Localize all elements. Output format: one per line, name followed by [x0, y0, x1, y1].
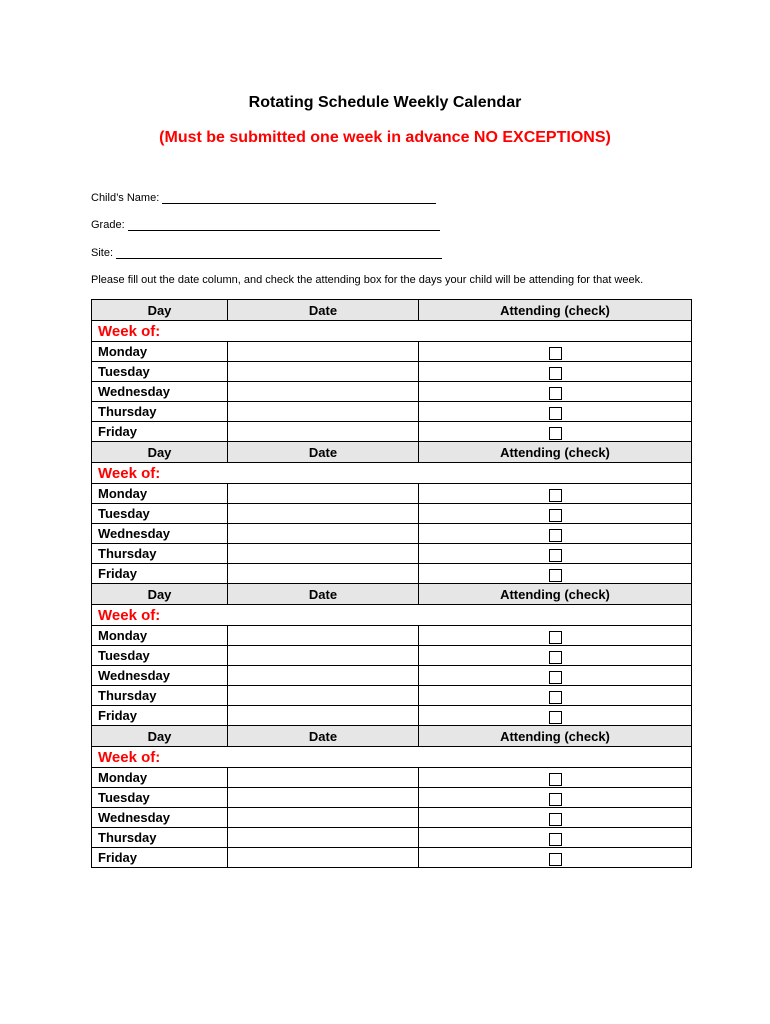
week-of-label: Week of: — [92, 747, 228, 768]
attending-cell — [419, 484, 692, 504]
checkbox-icon[interactable] — [549, 773, 562, 786]
header-date: Date — [228, 300, 419, 321]
date-cell[interactable] — [228, 382, 419, 402]
checkbox-icon[interactable] — [549, 407, 562, 420]
date-cell[interactable] — [228, 686, 419, 706]
day-name: Thursday — [92, 544, 228, 564]
date-cell[interactable] — [228, 504, 419, 524]
date-cell[interactable] — [228, 362, 419, 382]
child-name-input-line[interactable] — [162, 193, 436, 204]
date-cell[interactable] — [228, 768, 419, 788]
table-row — [92, 828, 692, 848]
header-day: Day — [92, 726, 228, 747]
grade-field — [91, 219, 440, 231]
attending-cell — [419, 788, 692, 808]
grade-input-line[interactable] — [128, 220, 440, 231]
day-name: Friday — [92, 564, 228, 584]
day-name: Monday — [92, 626, 228, 646]
child-name-label: Child’s Name: — [91, 192, 160, 204]
attending-cell — [419, 564, 692, 584]
table-row — [92, 362, 692, 382]
page-subtitle: (Must be submitted one week in advance NO EXCEPTIONS) — [159, 129, 611, 146]
attending-cell — [419, 524, 692, 544]
table-header-row — [92, 584, 692, 605]
week-of-row — [92, 463, 692, 484]
header-date: Date — [228, 584, 419, 605]
table-row — [92, 524, 692, 544]
attending-cell — [419, 808, 692, 828]
day-name: Tuesday — [92, 788, 228, 808]
attending-cell — [419, 768, 692, 788]
attending-cell — [419, 666, 692, 686]
attending-cell — [419, 402, 692, 422]
header-attending: Attending (check) — [419, 442, 692, 463]
checkbox-icon[interactable] — [549, 529, 562, 542]
week-of-label: Week of: — [92, 321, 228, 342]
checkbox-icon[interactable] — [549, 711, 562, 724]
day-name: Friday — [92, 706, 228, 726]
week-of-value[interactable] — [228, 747, 692, 768]
site-field — [91, 247, 442, 259]
week-of-row — [92, 747, 692, 768]
date-cell[interactable] — [228, 666, 419, 686]
date-cell[interactable] — [228, 422, 419, 442]
table-row — [92, 402, 692, 422]
checkbox-icon[interactable] — [549, 489, 562, 502]
checkbox-icon[interactable] — [549, 427, 562, 440]
table-row — [92, 706, 692, 726]
header-day: Day — [92, 442, 228, 463]
checkbox-icon[interactable] — [549, 549, 562, 562]
header-attending: Attending (check) — [419, 300, 692, 321]
table-row — [92, 484, 692, 504]
week-of-label: Week of: — [92, 463, 228, 484]
attending-cell — [419, 362, 692, 382]
checkbox-icon[interactable] — [549, 569, 562, 582]
week-of-row — [92, 605, 692, 626]
table-header-row — [92, 442, 692, 463]
site-label: Site: — [91, 247, 114, 259]
grade-label: Grade: — [91, 219, 125, 231]
attending-cell — [419, 686, 692, 706]
header-date: Date — [228, 726, 419, 747]
date-cell[interactable] — [228, 564, 419, 584]
attending-cell — [419, 504, 692, 524]
checkbox-icon[interactable] — [549, 691, 562, 704]
week-of-value[interactable] — [228, 321, 692, 342]
checkbox-icon[interactable] — [549, 813, 562, 826]
table-row — [92, 848, 692, 868]
table-row — [92, 686, 692, 706]
attending-cell — [419, 342, 692, 362]
instructions-text: Please fill out the date column, and check the attending box for the days your child will be attending for that week. — [91, 274, 644, 286]
table-row — [92, 788, 692, 808]
day-name: Tuesday — [92, 362, 228, 382]
day-name: Wednesday — [92, 524, 228, 544]
date-cell[interactable] — [228, 848, 419, 868]
checkbox-icon[interactable] — [549, 367, 562, 380]
date-cell[interactable] — [228, 828, 419, 848]
page-title: Rotating Schedule Weekly Calendar — [248, 94, 522, 111]
table-header-row — [92, 726, 692, 747]
attending-cell — [419, 544, 692, 564]
table-row — [92, 646, 692, 666]
week-of-label: Week of: — [92, 605, 228, 626]
checkbox-icon[interactable] — [549, 793, 562, 806]
table-row — [92, 666, 692, 686]
week-of-row — [92, 321, 692, 342]
header-day: Day — [92, 300, 228, 321]
day-name: Thursday — [92, 828, 228, 848]
day-name: Thursday — [92, 686, 228, 706]
date-cell[interactable] — [228, 544, 419, 564]
week-of-value[interactable] — [228, 463, 692, 484]
checkbox-icon[interactable] — [549, 631, 562, 644]
date-cell[interactable] — [228, 626, 419, 646]
date-cell[interactable] — [228, 808, 419, 828]
day-name: Thursday — [92, 402, 228, 422]
header-attending: Attending (check) — [419, 584, 692, 605]
checkbox-icon[interactable] — [549, 387, 562, 400]
day-name: Wednesday — [92, 666, 228, 686]
checkbox-icon[interactable] — [549, 651, 562, 664]
week-of-value[interactable] — [228, 605, 692, 626]
day-name: Wednesday — [92, 382, 228, 402]
table-row — [92, 342, 692, 362]
date-cell[interactable] — [228, 646, 419, 666]
day-name: Wednesday — [92, 808, 228, 828]
table-row — [92, 422, 692, 442]
attending-cell — [419, 422, 692, 442]
checkbox-icon[interactable] — [549, 853, 562, 866]
attending-cell — [419, 828, 692, 848]
table-row — [92, 382, 692, 402]
table-row — [92, 544, 692, 564]
date-cell[interactable] — [228, 402, 419, 422]
date-cell[interactable] — [228, 484, 419, 504]
attending-cell — [419, 646, 692, 666]
date-cell[interactable] — [228, 342, 419, 362]
day-name: Tuesday — [92, 504, 228, 524]
date-cell[interactable] — [228, 788, 419, 808]
date-cell[interactable] — [228, 706, 419, 726]
header-attending: Attending (check) — [419, 726, 692, 747]
table-row — [92, 768, 692, 788]
checkbox-icon[interactable] — [549, 347, 562, 360]
attending-cell — [419, 706, 692, 726]
day-name: Monday — [92, 768, 228, 788]
table-row — [92, 564, 692, 584]
checkbox-icon[interactable] — [549, 833, 562, 846]
day-name: Friday — [92, 422, 228, 442]
day-name: Tuesday — [92, 646, 228, 666]
checkbox-icon[interactable] — [549, 671, 562, 684]
site-input-line[interactable] — [116, 248, 442, 259]
date-cell[interactable] — [228, 524, 419, 544]
day-name: Friday — [92, 848, 228, 868]
header-date: Date — [228, 442, 419, 463]
day-name: Monday — [92, 342, 228, 362]
checkbox-icon[interactable] — [549, 509, 562, 522]
attending-cell — [419, 626, 692, 646]
table-row — [92, 626, 692, 646]
table-row — [92, 808, 692, 828]
table-row — [92, 504, 692, 524]
header-day: Day — [92, 584, 228, 605]
attending-cell — [419, 382, 692, 402]
table-header-row — [92, 300, 692, 321]
child-name-field — [91, 192, 436, 204]
attending-cell — [419, 848, 692, 868]
schedule-table — [91, 299, 692, 868]
day-name: Monday — [92, 484, 228, 504]
